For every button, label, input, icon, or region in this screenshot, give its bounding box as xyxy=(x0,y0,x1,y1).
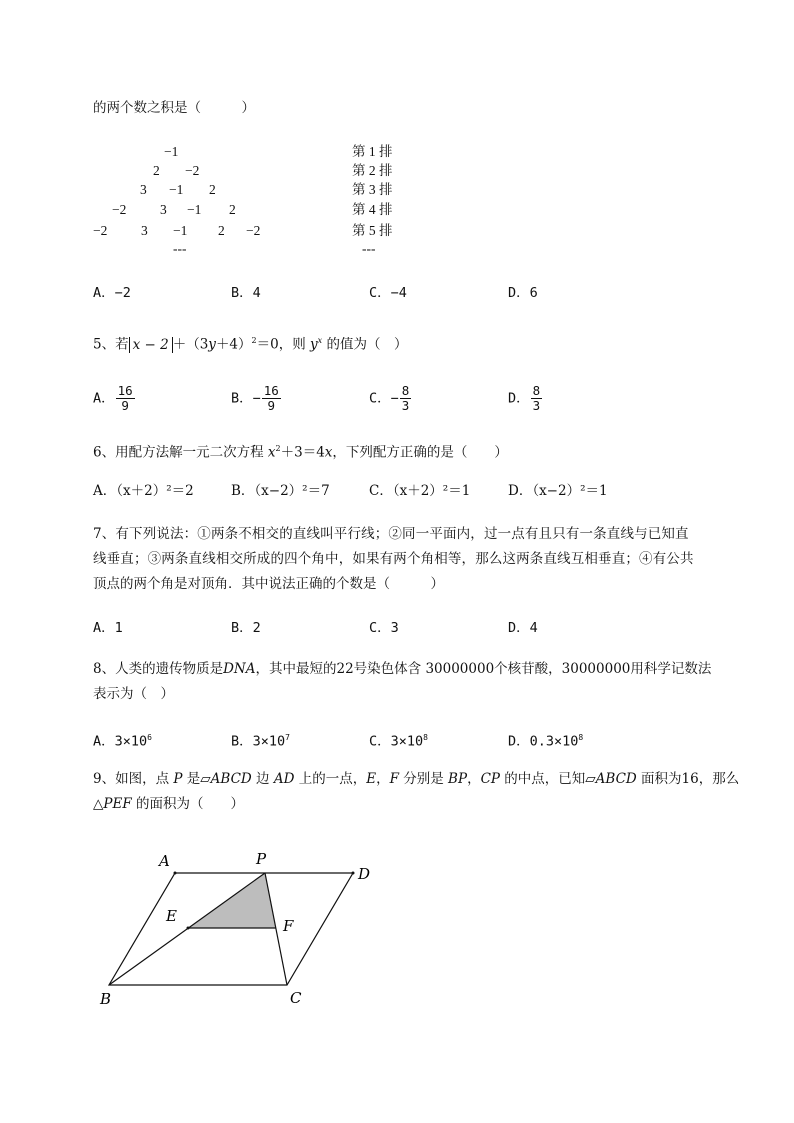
q6-stem: 6、用配方法解一元二次方程 $x^2+3=4x$，下列配方正确的是（ ） xyxy=(93,444,508,461)
q9-text: 的面积为（ ） xyxy=(131,796,244,812)
abs-content: x − 2 xyxy=(132,336,169,353)
q6-option-c[interactable]: C．（x＋2）²＝1 xyxy=(369,483,471,499)
fraction xyxy=(262,384,281,413)
row-label: 第 3 排 xyxy=(352,182,393,197)
label-f: F xyxy=(283,917,294,935)
q9-text: 上的一点， xyxy=(294,771,367,787)
option-sign: − xyxy=(252,390,261,407)
option-letter: C． xyxy=(369,390,391,407)
point-d-dot xyxy=(352,872,355,875)
point-a-dot xyxy=(174,872,177,875)
q6-x2: x xyxy=(324,444,333,461)
fraction xyxy=(116,384,135,413)
q5-stem xyxy=(93,331,407,355)
abs-value xyxy=(129,337,173,353)
q4-tail: 的两个数之积是（ ） xyxy=(93,100,255,116)
denominator: 3 xyxy=(532,398,541,413)
q9-text: 面积为16，那么 xyxy=(636,771,740,787)
q6-option-a[interactable]: A．（x＋2）²＝2 xyxy=(93,483,194,499)
q5-y: y xyxy=(208,336,216,353)
q8-text: 8、人类的遗传物质是 xyxy=(93,661,224,677)
option-letter: A． xyxy=(93,390,115,407)
triangle-cell: −2 xyxy=(246,223,261,238)
q9-var: AD xyxy=(273,771,295,787)
q9-var: PEF xyxy=(103,796,132,812)
denominator: 9 xyxy=(121,398,129,413)
q6-option-b[interactable]: B．（x−2）²＝7 xyxy=(231,483,330,499)
q5-option-b[interactable] xyxy=(231,384,282,413)
option-sign: − xyxy=(390,390,399,407)
q8-option-b[interactable] xyxy=(231,728,290,752)
q8-dna: DNA xyxy=(223,661,256,677)
label-e: E xyxy=(166,907,177,925)
label-a: A xyxy=(159,852,170,870)
label-b: B xyxy=(100,990,112,1008)
option-text: B．3×10 xyxy=(231,733,286,750)
denominator: 3 xyxy=(401,398,410,413)
q5-yx-base: y xyxy=(310,336,318,353)
q9-text: 9、如图，点 xyxy=(93,771,174,787)
q5-square: 2 xyxy=(251,336,257,345)
q8-line2: 表示为（ ） xyxy=(93,686,174,702)
option-exp: 7 xyxy=(285,733,290,742)
q9-var: E xyxy=(366,771,377,787)
denominator: 9 xyxy=(267,398,276,413)
triangle-cell: 3 xyxy=(160,202,167,217)
q7-line2: 线垂直；③两条直线相交所成的四个角中，如果有两个角相等，那么这两条直线互相垂直；④有公共 xyxy=(93,551,694,567)
triangle-cell: 2 xyxy=(218,223,225,238)
q4-option-c[interactable]: C．−4 xyxy=(369,285,407,301)
label-d: D xyxy=(358,865,371,883)
triangle-cell: −2 xyxy=(185,163,200,178)
row-label-ellipsis: --- xyxy=(362,241,376,256)
label-p: P xyxy=(256,850,267,868)
q9-text: 的中点，已知▱ xyxy=(499,771,596,787)
q9-text: ， xyxy=(467,771,481,787)
q5-option-d[interactable] xyxy=(508,384,543,413)
q6-tail: ，下列配方正确的是（ ） xyxy=(332,444,508,461)
triangle-cell: −1 xyxy=(164,144,179,159)
q9-text: 是▱ xyxy=(182,771,211,787)
option-text: C．3×10 xyxy=(369,733,424,750)
q8-line1 xyxy=(93,659,711,679)
q4-option-a[interactable]: A．−2 xyxy=(93,285,131,301)
option-letter: B． xyxy=(231,390,253,407)
triangle-cell: 3 xyxy=(140,182,147,197)
option-exp: 6 xyxy=(147,733,152,742)
q6-option-d[interactable]: D．（x−2）²＝1 xyxy=(508,483,608,499)
q7-line3: 顶点的两个角是对顶角．其中说法正确的个数是（ ） xyxy=(93,576,444,592)
q9-var: P xyxy=(173,771,183,787)
numerator: 8 xyxy=(532,383,541,398)
option-text: D．0.3×10 xyxy=(508,733,579,750)
triangle-cell: −2 xyxy=(93,223,108,238)
q7-option-a[interactable]: A．1 xyxy=(93,620,123,636)
q9-text: 分别是 xyxy=(398,771,449,787)
triangle-cell: −1 xyxy=(173,223,188,238)
triangle-cell: 2 xyxy=(153,163,160,178)
q9-var: BP xyxy=(448,771,468,787)
q9-line2 xyxy=(93,794,244,814)
numerator: 16 xyxy=(263,383,279,398)
q9-var: ABCD xyxy=(595,771,637,787)
q5-yx-exp: x xyxy=(317,336,323,345)
q5-prefix: 5、若 xyxy=(93,336,129,353)
parallelogram-figure xyxy=(95,845,395,1015)
q4-option-b[interactable]: B．4 xyxy=(231,285,261,301)
q5-end: 的值为（ ） xyxy=(322,336,408,353)
q5-option-a[interactable] xyxy=(93,384,136,413)
q6-prefix: 6、用配方法解一元二次方程 xyxy=(93,444,268,461)
option-exp: 8 xyxy=(578,733,584,742)
q9-var: CP xyxy=(480,771,500,787)
q6-x: x xyxy=(267,444,276,461)
q5-option-c[interactable] xyxy=(369,384,412,413)
triangle-cell: −1 xyxy=(169,182,184,197)
q8-text: ，其中最短的22号染色体含 30000000个核苷酸，30000000用科学记数法 xyxy=(255,661,712,677)
fraction xyxy=(400,384,412,413)
parallelogram-abcd xyxy=(109,873,353,985)
q8-option-d[interactable] xyxy=(508,728,583,752)
q5-rest: ＋4） xyxy=(215,336,252,353)
q5-tail: ＝0，则 xyxy=(256,336,311,353)
q9-var: ABCD xyxy=(210,771,252,787)
fraction xyxy=(531,384,543,413)
q7-line1: 7、有下列说法：①两条不相交的直线叫平行线；②同一平面内，过一点有且只有一条直线与已知直 xyxy=(93,526,689,542)
q9-line1 xyxy=(93,769,739,789)
q8-option-a[interactable] xyxy=(93,728,152,752)
q5-middle: ＋（3 xyxy=(172,336,209,353)
row-label: 第 4 排 xyxy=(352,202,393,217)
q7-option-d[interactable]: D．4 xyxy=(508,620,538,636)
shaded-triangle-pef xyxy=(188,873,276,928)
label-c: C xyxy=(290,989,302,1007)
q9-var: F xyxy=(389,771,399,787)
triangle-cell: −1 xyxy=(187,202,202,217)
q9-text: ， xyxy=(376,771,390,787)
q9-text: △ xyxy=(93,796,104,812)
point-e-dot xyxy=(187,927,190,930)
numerator: 16 xyxy=(117,383,133,398)
option-exp: 8 xyxy=(423,733,428,742)
triangle-cell: 2 xyxy=(229,202,236,217)
q7-option-b[interactable]: B．2 xyxy=(231,620,261,636)
option-text: A．3×10 xyxy=(93,733,148,750)
q8-option-c[interactable] xyxy=(369,728,428,752)
option-letter: D． xyxy=(508,390,530,407)
triangle-cell: −2 xyxy=(112,202,127,217)
row-label: 第 1 排 xyxy=(352,144,393,159)
numerator: 8 xyxy=(401,383,410,398)
triangle-cell: 3 xyxy=(141,223,148,238)
row-label: 第 2 排 xyxy=(352,163,393,178)
q6-eq-mid: ＋3＝4 xyxy=(280,444,325,461)
q7-option-c[interactable]: C．3 xyxy=(369,620,399,636)
triangle-cell: 2 xyxy=(209,182,216,197)
q9-text: 边 xyxy=(251,771,274,787)
row-label: 第 5 排 xyxy=(352,223,393,238)
q4-option-d[interactable]: D．6 xyxy=(508,285,538,301)
triangle-ellipsis: --- xyxy=(173,241,187,256)
